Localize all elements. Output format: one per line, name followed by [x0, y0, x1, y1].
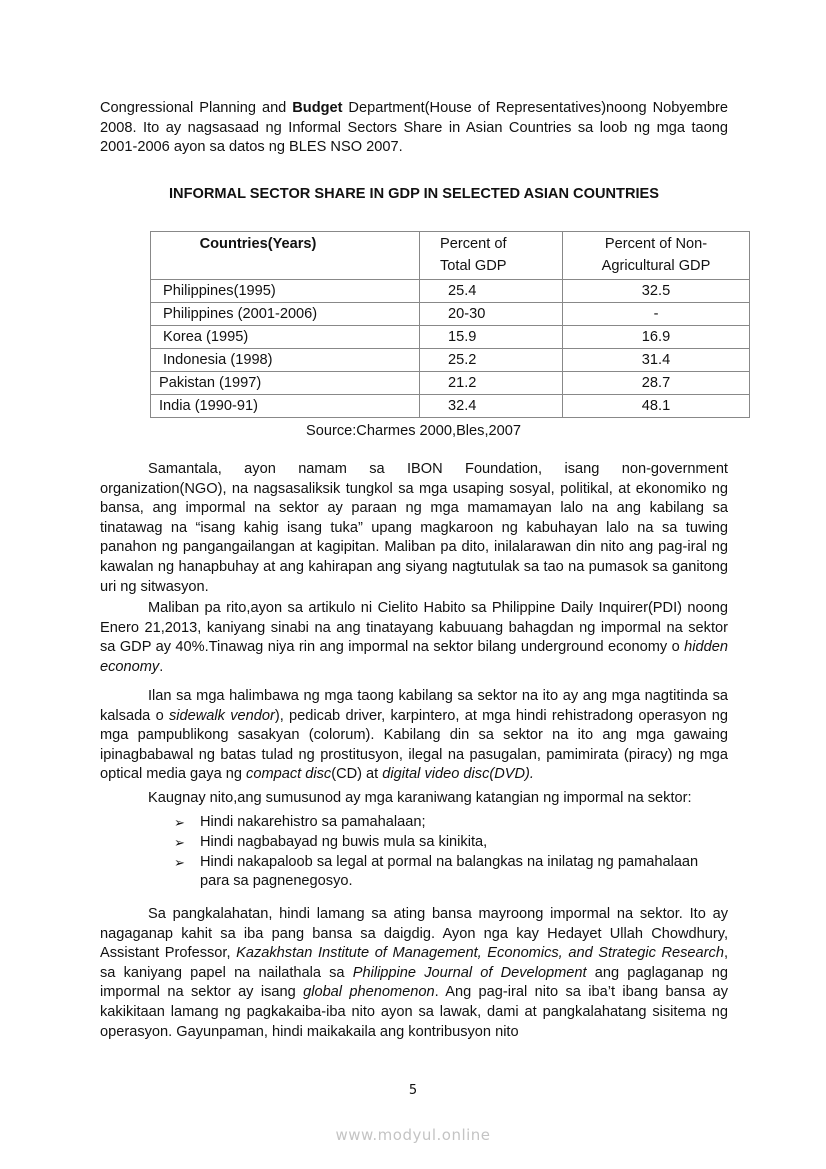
examples-italic-3: digital video disc(DVD).: [382, 766, 534, 783]
global-text-3: ang paglaganap ng impormal na sektor ay isang: [100, 964, 728, 1001]
table-row: [151, 326, 750, 349]
examples-text-2: ), pedicab driver, karpintero, at mga hindi rehistradong operasyon ng mga pampublikong sasakyan (colorum). Kabilang din sa sektor na ito ang mga gawaing ipinagbabawal ng batas tulad ng prostitusyon, ilegal na pasugalan, pamimirata (piracy) ng mga optical media gaya ng: [100, 707, 728, 783]
habito-italic: hidden economy: [100, 639, 728, 675]
paragraph-global: [100, 905, 728, 1042]
characteristics-list: [170, 813, 730, 892]
header-nonag-line2: Agricultural GDP: [601, 258, 711, 274]
list-item: [170, 853, 730, 893]
cell-country: Philippines (2001-2006): [151, 303, 420, 326]
cell-nonag: 32.5: [563, 280, 750, 303]
table-header-row: [151, 232, 750, 280]
table-row: [151, 280, 750, 303]
page-number: 5: [408, 1083, 418, 1098]
global-text-2: , sa kaniyang papel na nailathala sa: [100, 945, 728, 981]
global-text: Sa pangkalahatan, hindi lamang sa ating bansa mayroong impormal na sektor. Ito ay nagaganap kahit sa iba pang bansa sa daigdig. Ayon nga kay Hedayet Ullah Chowdhury, Assistant Professor,: [100, 906, 728, 962]
cell-country: India (1990-91): [151, 395, 420, 418]
paragraph-habito: [100, 599, 728, 677]
cell-total: 20-30: [420, 303, 563, 326]
list-item-text: Hindi nakapaloob sa legal at pormal na balangkas na inilatag ng pamahalaan para sa pagnenegosyo.: [200, 853, 699, 890]
intro-text-cont: Department(House of Representatives)noong Nobyembre 2008. Ito ay nagsasaad ng Informal Sectors Share in Asian Countries sa loob ng mga taong 2001-2006 ayon sa datos ng BLES NSO 2007.: [100, 100, 729, 156]
header-nonag-gdp: [563, 232, 750, 280]
examples-text-3: (CD) at: [331, 766, 383, 783]
examples-italic-2: compact disc: [246, 766, 332, 783]
habito-text: Maliban pa rito,ayon sa artikulo ni Cielito Habito sa Philippine Daily Inquirer(PDI) noong Enero 21,2013, kaniyang sinabi na ang tinatayang kabuuang bahagdan ng impormal na sektor sa GDP ay 40%.Tinawag niya rin ang impormal na sektor bilang underground economy o: [100, 600, 728, 656]
table-title: INFORMAL SECTOR SHARE IN GDP IN SELECTED ASIAN COUNTRIES: [168, 186, 660, 202]
cell-country: Pakistan (1997): [151, 372, 420, 395]
cell-nonag: 16.9: [563, 326, 750, 349]
arrow-bullet-icon: ➢: [174, 815, 185, 830]
intro-paragraph: [100, 99, 728, 158]
header-nonag-line1: Percent of Non-: [604, 236, 708, 252]
gdp-table: [150, 231, 750, 418]
cell-total: 25.4: [420, 280, 563, 303]
cell-country: Korea (1995): [151, 326, 420, 349]
header-countries: Countries(Years): [151, 232, 420, 280]
cell-total: 15.9: [420, 326, 563, 349]
table-row: [151, 303, 750, 326]
examples-italic-1: sidewalk vendor: [168, 707, 275, 724]
global-italic-2: Philippine Journal of Development: [352, 964, 587, 981]
global-italic-3: global phenomenon: [303, 984, 435, 1001]
watermark: www.modyul.online: [335, 1126, 491, 1144]
cell-total: 32.4: [420, 395, 563, 418]
header-total-gdp: [420, 232, 563, 280]
cell-nonag: 48.1: [563, 395, 750, 418]
cell-nonag: 31.4: [563, 349, 750, 372]
cell-country: Indonesia (1998): [151, 349, 420, 372]
table-row: [151, 372, 750, 395]
cell-total: 25.2: [420, 349, 563, 372]
global-text-4: . Ang pag-iral nito sa iba’t ibang bansa ay kakikitaan lamang ng pagkakaiba-iba nito ayon sa lawak, dami at pangkalahatang sisitema ng operasyon. Gayunpaman, hindi maikakaila ang kontribusyon nito: [100, 984, 728, 1040]
list-item: [170, 813, 730, 833]
cell-total: 21.2: [420, 372, 563, 395]
intro-bold-text: Budget: [292, 100, 343, 116]
header-total-line1: Percent of: [440, 236, 507, 252]
arrow-bullet-icon: ➢: [174, 834, 185, 850]
table-row: [151, 395, 750, 418]
global-italic-1: Kazakhstan Institute of Management, Economics, and Strategic Research: [236, 945, 724, 962]
list-item: [170, 833, 730, 853]
arrow-bullet-icon: ➢: [174, 854, 185, 870]
header-total-line2: Total GDP: [440, 258, 507, 274]
list-item-text: Hindi nakarehistro sa pamahalaan;: [200, 814, 426, 830]
cell-nonag: 28.7: [563, 372, 750, 395]
intro-text: Congressional Planning and: [100, 100, 293, 116]
habito-end: .: [159, 658, 164, 675]
cell-country: Philippines(1995): [151, 280, 420, 303]
paragraph-examples: [100, 687, 728, 785]
paragraph-kaugnay: Kaugnay nito,ang sumusunod ay mga karaniwang katangian ng impormal na sektor:: [148, 790, 692, 806]
list-item-text: Hindi nagbabayad ng buwis mula sa kinikita,: [200, 833, 488, 850]
table-row: [151, 349, 750, 372]
cell-nonag: -: [563, 303, 750, 326]
table-source: Source:Charmes 2000,Bles,2007: [306, 423, 521, 439]
examples-text: Ilan sa mga halimbawa ng mga taong kabilang sa sektor na ito ay ang mga nagtitinda sa kalsada o: [100, 688, 728, 724]
paragraph-ibon: Samantala, ayon namam sa IBON Foundation, isang non-government organization(NGO), na nagsasaliksik tungkol sa mga usaping sosyal, politikal, at ekonomiko ng bansa, ang impormal na sektor ay paraan ng mga mamamayan lalo na ang kabilang sa tinatawag na “isang kahig isang tuka” upang magkaroon ng kabuhayan lalo na sa tuwing panahon ng pangangailangan at kagipitan. Maliban pa dito, inilalarawan din nito ang pag-iral ng kawalan ng hanapbuhay at ang kahirapan ang siyang nagtutulak sa tao na pumasok sa ganitong uri ng sitwasyon.: [100, 461, 728, 595]
